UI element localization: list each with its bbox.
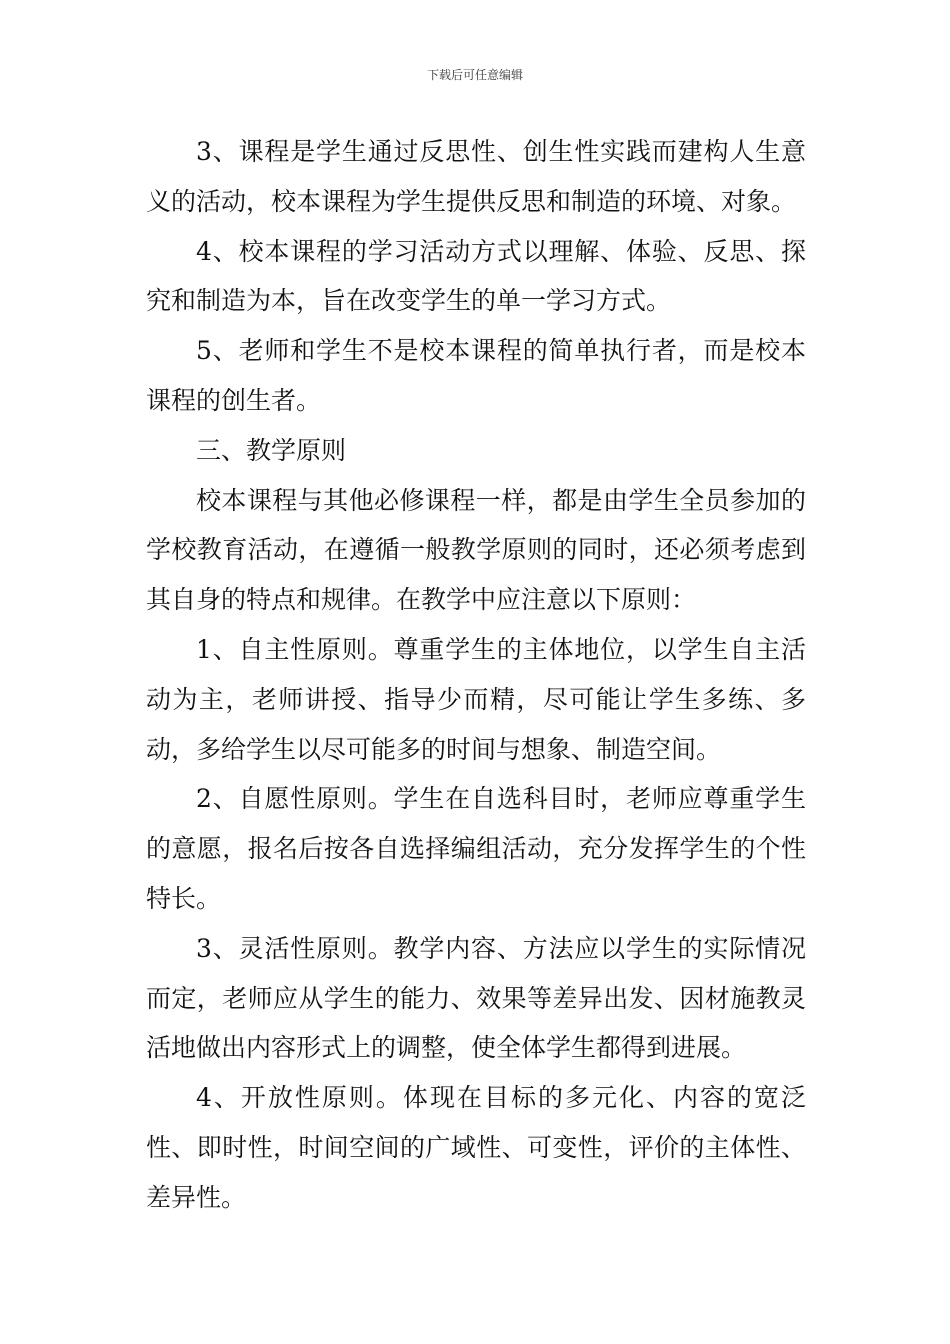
paragraph-principle-voluntary: 2、自愿性原则。学生在自选科目时，老师应尊重学生的意愿，报名后按各自选择编组活动，充分发挥学生的个性特长。	[146, 784, 806, 913]
page-header-note: 下载后可任意编辑	[426, 68, 523, 82]
document-body	[146, 127, 806, 1223]
paragraph-item-5-teachers: 5、老师和学生不是校本课程的简单执行者，而是校本课程的创生者。	[146, 336, 806, 415]
paragraph-item-4-learning: 4、校本课程的学习活动方式以理解、体验、反思、探究和制造为本，旨在改变学生的单一学习方式。	[146, 236, 806, 316]
paragraph-principle-autonomy: 1、自主性原则。尊重学生的主体地位，以学生自主活动为主，老师讲授、指导少而精，尽可能让学生多练、多动，多给学生以尽可能多的时间与想象、制造空间。	[146, 634, 806, 764]
paragraph-principle-flexibility: 3、灵活性原则。教学内容、方法应以学生的实际情况而定，老师应从学生的能力、效果等差异出发、因材施教灵活地做出内容形式上的调整，使全体学生都得到进展。	[146, 933, 806, 1063]
paragraph-intro-principles: 校本课程与其他必修课程一样，都是由学生全员参加的学校教育活动，在遵循一般教学原则的同时，还必须考虑到其自身的特点和规律。在教学中应注意以下原则：	[146, 485, 806, 615]
paragraph-item-3-course: 3、课程是学生通过反思性、创生性实践而建构人生意义的活动，校本课程为学生提供反思和制造的环境、对象。	[146, 137, 806, 216]
section-heading-teaching-principles: 三、教学原则	[196, 435, 347, 465]
paragraph-principle-openness: 4、开放性原则。体现在目标的多元化、内容的宽泛性、即时性，时间空间的广域性、可变性，评价的主体性、差异性。	[146, 1083, 806, 1212]
